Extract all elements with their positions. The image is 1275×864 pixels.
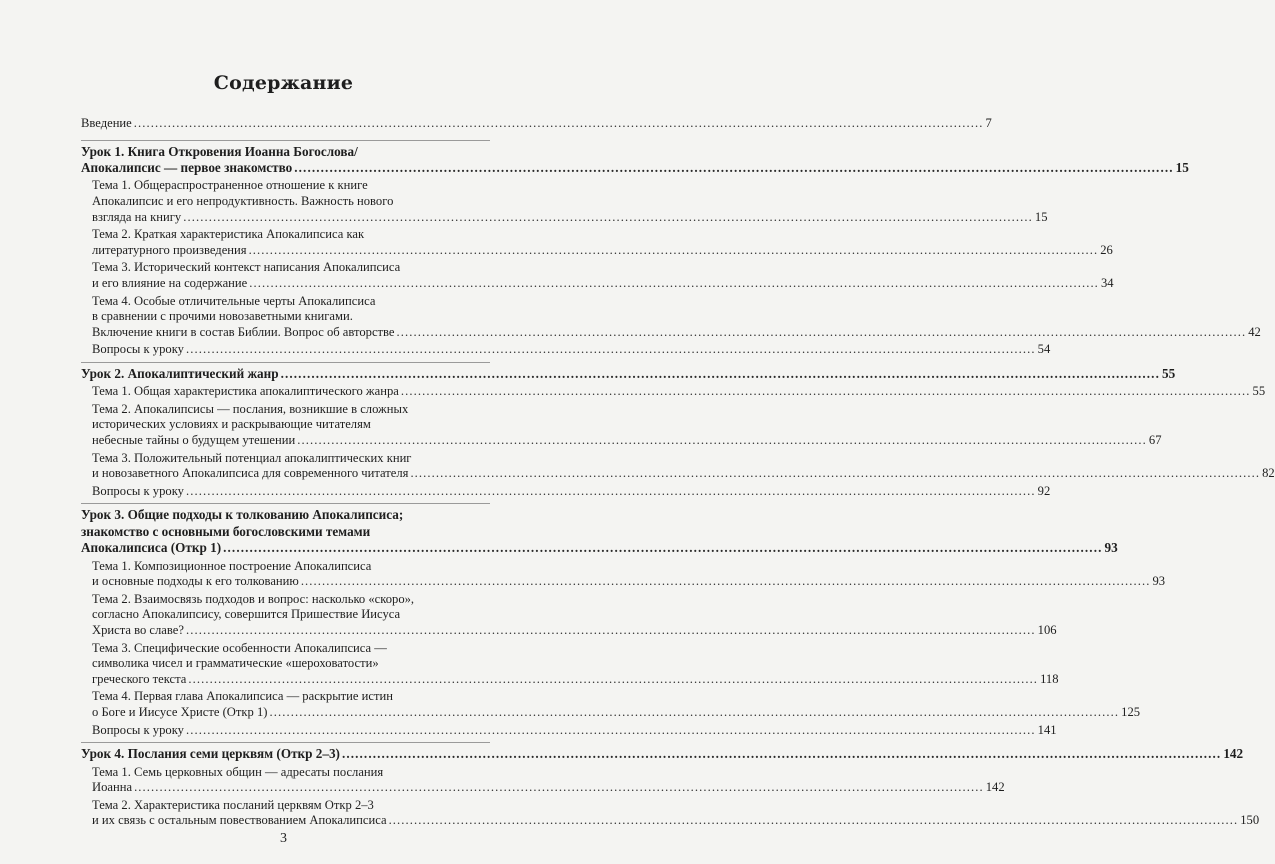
toc-line-text: Тема 4. Особые отличительные черты Апокалипсиса [92, 293, 376, 308]
toc-line [81, 689, 490, 705]
toc-line-text: Апокалипсис и его непродуктивность. Важность нового [92, 193, 394, 208]
toc-line-text: греческого текста [92, 671, 187, 686]
dot-leader: ........................................................................................................................................................................................................ [185, 722, 1036, 737]
toc-line-text: Тема 3. Исторический контекст написания Апокалипсиса [92, 260, 401, 275]
toc-line [81, 260, 490, 276]
toc-line [81, 365, 1176, 382]
toc-line-text: и его влияние на содержание [92, 275, 248, 290]
toc-line [81, 433, 1162, 449]
toc-line [81, 524, 490, 540]
toc-topic-entry[interactable] [81, 591, 1057, 639]
toc-line-text: и новозаветного Апокалипсиса для современного читателя [92, 466, 409, 481]
toc-line-text: Апокалипсиса (Откр 1) [81, 540, 222, 556]
toc-line-text: Тема 3. Положительный потенциал апокалиптических книг [92, 450, 412, 465]
dot-leader: ........................................................................................................................................................................................................ [400, 384, 1251, 399]
page-title: Содержание [213, 72, 354, 94]
toc-line-text: Вопросы к уроку [92, 483, 184, 498]
dot-leader: ........................................................................................................................................................................................................ [249, 275, 1099, 290]
toc-topic-entry[interactable] [81, 293, 1261, 341]
dot-leader: ........................................................................................................................................................................................................ [388, 813, 1239, 828]
toc-line [81, 194, 490, 210]
toc-line-text: Включение книги в состав Библии. Вопрос об авторстве [92, 324, 395, 339]
toc-topic-entry[interactable] [81, 558, 1166, 590]
toc-line [81, 483, 1051, 500]
dot-leader: ........................................................................................................................................................................................................ [396, 324, 1247, 339]
section-divider [81, 140, 490, 141]
table-of-contents [81, 116, 1275, 829]
toc-line-text: Христа во славе? [92, 623, 184, 637]
toc-line-text: Тема 4. Первая глава Апокалипсиса — раскрытие истин [92, 689, 393, 704]
dot-leader: ........................................................................................................................................................................................................ [269, 704, 1120, 719]
dot-leader: ........................................................................................................................................................................................................ [188, 671, 1039, 686]
toc-page-number: 55 [1161, 365, 1176, 381]
toc-line-text: небесные тайны о будущем утешении [92, 433, 296, 448]
toc-line [81, 178, 490, 194]
toc-page-number: 141 [1037, 722, 1057, 737]
toc-line [81, 813, 1260, 829]
toc-page-number: 67 [1148, 433, 1162, 448]
dot-leader: ........................................................................................................................................................................................................ [133, 116, 984, 130]
toc-line [81, 402, 490, 418]
toc-page-number: 142 [985, 780, 1005, 795]
toc-line-text: согласно Апокалипсису, совершится Пришествие Иисуса [92, 607, 401, 622]
section-divider [81, 742, 490, 743]
toc-topic-entry[interactable] [81, 797, 1260, 829]
toc-line [81, 294, 490, 310]
dot-leader: ........................................................................................................................................................................................................ [341, 746, 1222, 762]
toc-line [81, 623, 1057, 639]
toc-line-text: и их связь с остальным повествованием Апокалипсиса [92, 813, 387, 828]
dot-leader: ........................................................................................................................................................................................................ [185, 483, 1036, 498]
dot-leader: ........................................................................................................................................................................................................ [134, 780, 984, 795]
toc-line [81, 242, 1113, 259]
toc-line [81, 780, 1005, 796]
toc-line [81, 507, 490, 523]
section-divider [81, 503, 490, 504]
toc-topic-entry[interactable] [81, 689, 1141, 720]
dot-leader: ........................................................................................................................................................................................................ [300, 574, 1151, 589]
toc-line [81, 671, 1059, 688]
toc-line-text: Тема 1. Семь церковных общин — адресаты послания [92, 764, 384, 779]
toc-page-number: 26 [1100, 242, 1113, 257]
toc-line-text: Тема 2. Краткая характеристика Апокалипсиса как [92, 227, 365, 242]
toc-lesson-entry[interactable] [81, 143, 1189, 177]
toc-line [81, 342, 1051, 358]
toc-line [81, 384, 1266, 400]
toc-line-text: Вопросы к уроку [92, 722, 184, 737]
toc-page-number: 106 [1037, 623, 1057, 637]
dot-leader: ........................................................................................................................................................................................................ [294, 159, 1174, 175]
toc-page-number: 34 [1100, 275, 1114, 290]
toc-page-number: 42 [1248, 324, 1261, 339]
toc-line [81, 540, 1118, 556]
toc-line [81, 116, 992, 132]
dot-leader: ........................................................................................................................................................................................................ [223, 540, 1103, 556]
toc-page-number: 55 [1252, 384, 1266, 399]
page-number: 3 [280, 831, 287, 846]
toc-line-text: Тема 3. Специфические особенности Апокалипсиса — [92, 640, 387, 655]
toc-line [81, 309, 490, 325]
toc-page-number: 15 [1175, 159, 1189, 175]
toc-line-text: Урок 3. Общие подходы к толкованию Апокалипсиса; [81, 507, 404, 523]
toc-line-text: литературного произведения [92, 242, 247, 257]
toc-page-number: 118 [1040, 671, 1059, 686]
toc-line [81, 417, 490, 433]
toc-line-text: Урок 2. Апокалиптический жанр [81, 365, 279, 381]
section-divider [81, 362, 490, 363]
dot-leader: ........................................................................................................................................................................................................ [185, 623, 1036, 637]
toc-line [81, 607, 490, 623]
toc-line-text: знакомство с основными богословскими темами [81, 523, 371, 539]
toc-topic-entry[interactable] [81, 640, 1059, 688]
dot-leader: ........................................................................................................................................................................................................ [248, 242, 1099, 257]
toc-line [81, 722, 1057, 739]
toc-topic-entry[interactable] [81, 450, 1275, 482]
toc-page-number: 92 [1037, 483, 1051, 498]
toc-line-text: взгляда на книгу [92, 209, 182, 224]
toc-line-text: и основные подходы к его толкованию [92, 574, 299, 589]
toc-line [81, 641, 490, 657]
toc-line [81, 798, 490, 814]
toc-line-text: Апокалипсис — первое знакомство [81, 159, 293, 175]
toc-line-text: Тема 1. Общая характеристика апокалиптического жанра [92, 384, 399, 399]
toc-page-number: 93 [1152, 574, 1166, 589]
toc-line [81, 466, 1275, 482]
toc-topic-entry[interactable] [81, 483, 1051, 500]
toc-topic-entry[interactable] [81, 764, 1005, 796]
toc-line-text: Урок 4. Послания семи церквям (Откр 2–3) [81, 746, 340, 762]
toc-line [81, 574, 1166, 590]
toc-line [81, 227, 490, 243]
toc-line-text: символика чисел и грамматические «шероховатости» [92, 656, 379, 671]
dot-leader: ........................................................................................................................................................................................................ [410, 466, 1261, 481]
toc-topic-entry[interactable] [81, 384, 1266, 400]
toc-line-text: Тема 1. Общераспространенное отношение к книге [92, 178, 368, 193]
toc-line [81, 209, 1048, 226]
toc-page-number: 150 [1240, 813, 1260, 828]
toc-line [81, 144, 490, 160]
toc-line-text: Иоанна [92, 780, 133, 795]
toc-line-text: Тема 1. Композиционное построение Апокалипсиса [92, 558, 372, 573]
toc-line-text: в сравнении с прочими новозаветными книгами. [92, 309, 353, 324]
toc-line [81, 159, 1189, 176]
toc-line [81, 559, 490, 575]
toc-line [81, 765, 490, 781]
toc-topic-entry[interactable] [81, 178, 1048, 225]
toc-topic-entry[interactable] [81, 227, 1113, 258]
toc-page-number: 7 [985, 116, 992, 130]
toc-page-number: 93 [1104, 540, 1118, 556]
dot-leader: ........................................................................................................................................................................................................ [297, 433, 1147, 448]
toc-line [81, 324, 1261, 341]
toc-lesson-entry[interactable] [81, 746, 1244, 762]
toc-topic-entry[interactable] [81, 401, 1162, 449]
toc-line [81, 275, 1114, 292]
toc-line-text: Тема 2. Взаимосвязь подходов и вопрос: насколько «скоро», [92, 591, 415, 606]
toc-line-text: исторических условиях и раскрывающие читателям [92, 417, 371, 432]
toc-page-number: 15 [1034, 209, 1048, 224]
toc-line [81, 704, 1141, 721]
toc-page-number: 125 [1121, 704, 1141, 719]
toc-page-number: 82 [1262, 466, 1275, 481]
toc-intro-entry[interactable] [81, 116, 992, 132]
toc-lesson-entry[interactable] [81, 365, 1176, 382]
toc-topic-entry[interactable] [81, 722, 1057, 739]
toc-page-number: 54 [1037, 342, 1051, 357]
toc-line [81, 592, 490, 608]
dot-leader: ........................................................................................................................................................................................................ [183, 209, 1033, 224]
toc-line-text: Тема 2. Апокалипсисы — послания, возникшие в сложных [92, 401, 409, 416]
dot-leader: ........................................................................................................................................................................................................ [280, 365, 1160, 381]
toc-topic-entry[interactable] [81, 342, 1051, 358]
toc-line [81, 746, 1244, 762]
toc-line [81, 656, 490, 672]
toc-line-text: Тема 2. Характеристика посланий церквям Откр 2–3 [92, 797, 374, 812]
toc-line-text: Введение [81, 116, 132, 130]
dot-leader: ........................................................................................................................................................................................................ [185, 342, 1036, 357]
toc-topic-entry[interactable] [81, 260, 1114, 291]
toc-line [81, 451, 490, 467]
toc-line-text: Урок 1. Книга Откровения Иоанна Богослова/ [81, 143, 358, 159]
toc-lesson-entry[interactable] [81, 507, 1118, 556]
toc-line-text: Вопросы к уроку [92, 342, 184, 357]
toc-page-number: 142 [1223, 746, 1244, 762]
toc-line-text: о Боге и Иисусе Христе (Откр 1) [92, 704, 268, 719]
